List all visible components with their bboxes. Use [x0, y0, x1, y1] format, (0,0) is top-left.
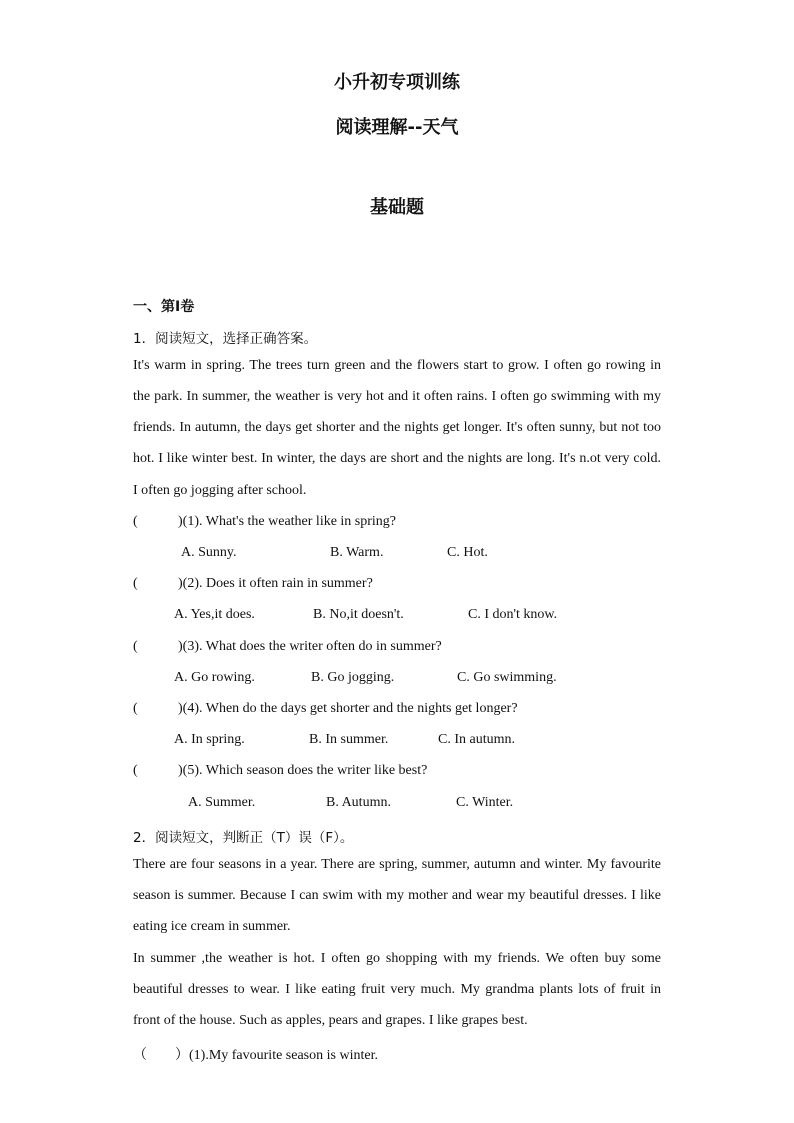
option-a: A. In spring. [174, 732, 245, 747]
option-c: C. Hot. [447, 545, 488, 560]
option-b: B. Go jogging. [311, 670, 395, 685]
title-main: 小升初专项训练 [334, 72, 460, 93]
q1-passage-line: the park. In summer, the weather is very hot and it often rains. I often go swimming with my [133, 389, 661, 404]
q2-passage-line: beautiful dresses to wear. I like eating fruit very much. My grandma plants lots of fruit in [133, 982, 661, 997]
q1-item-question: )(3). What does the writer often do in summer? [178, 639, 442, 654]
option-a: A. Summer. [188, 795, 256, 810]
answer-blank-open[interactable]: ( [133, 701, 138, 716]
q1-passage-line: hot. I like winter best. In winter, the days are short and the nights are long. It's n.ot very cold. [133, 451, 661, 466]
option-a: A. Sunny. [181, 545, 237, 560]
option-b: B. Autumn. [326, 795, 391, 810]
answer-blank-open[interactable]: ( [133, 514, 138, 529]
q1-passage-line: friends. In autumn, the days get shorter and the nights get longer. It's often sunny, but not too [133, 420, 661, 435]
q1-passage-line: I often go jogging after school. [133, 483, 307, 498]
option-b: B. In summer. [309, 732, 389, 747]
option-b: B. No,it doesn't. [313, 607, 404, 622]
option-a: A. Yes,it does. [174, 607, 255, 622]
option-a: A. Go rowing. [174, 670, 255, 685]
option-b: B. Warm. [330, 545, 384, 560]
option-c: C. Winter. [456, 795, 514, 810]
answer-blank-open[interactable]: ( [133, 576, 138, 591]
q1-item-question: )(2). Does it often rain in summer? [178, 576, 373, 591]
q1-item-question: )(5). Which season does the writer like best? [178, 763, 428, 778]
option-c: C. In autumn. [438, 732, 515, 747]
option-c: C. Go swimming. [457, 670, 557, 685]
q1-item-question: )(4). When do the days get shorter and the nights get longer? [178, 701, 518, 716]
q2-passage-line: season is summer. Because I can swim with my mother and wear my beautiful dresses. I like [133, 888, 661, 903]
q1-item-question: )(1). What's the weather like in spring? [178, 514, 397, 529]
answer-blank-open[interactable]: ( [133, 639, 138, 654]
q2-passage-line: eating ice cream in summer. [133, 919, 291, 934]
q2-passage-line: In summer ,the weather is hot. I often go shopping with my friends. We often buy some [133, 951, 661, 966]
title-sub: 阅读理解--天气 [335, 117, 459, 138]
q1-passage-line: It's warm in spring. The trees turn green and the flowers start to grow. I often go rowing in [133, 358, 661, 373]
q2-heading: 2．阅读短文，判断正（T）误（F）。 [133, 830, 354, 846]
q2-passage-line: front of the house. Such as apples, pears and grapes. I like grapes best. [133, 1013, 528, 1028]
q2-passage-line: There are four seasons in a year. There are spring, summer, autumn and winter. My favourite [133, 857, 661, 872]
title-level: 基础题 [370, 197, 424, 218]
section-heading: 一、第I卷 [133, 299, 195, 315]
q2-item-1[interactable]: （ ）(1).My favourite season is winter. [133, 1048, 378, 1063]
option-c: C. I don't know. [468, 607, 558, 622]
q1-heading: 1．阅读短文，选择正确答案。 [133, 331, 318, 347]
answer-blank-open[interactable]: ( [133, 763, 138, 778]
